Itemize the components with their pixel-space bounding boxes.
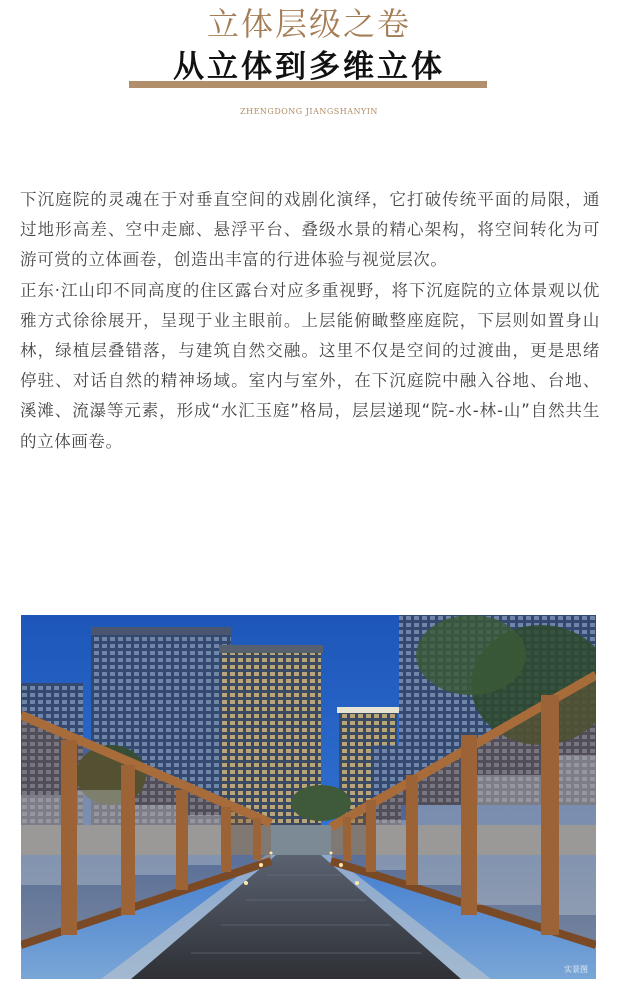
photo-caption: 实景图 — [564, 965, 588, 974]
pinyin-caption: ZHENGDONG JIANGSHANYIN — [240, 107, 378, 116]
section-subtitle: 从立体到多维立体 — [173, 49, 445, 85]
courtyard-photo — [21, 615, 596, 979]
courtyard-illustration — [21, 615, 596, 979]
article-body — [20, 185, 600, 457]
section-title: 立体层级之卷 — [206, 5, 411, 43]
paragraph-2: 正东·江山印不同高度的住区露台对应多重视野，将下沉庭院的立体景观以优雅方式徐徐展开，呈现于业主眼前。上层能俯瞰整座庭院，下层则如置身山林，绿植层叠错落，与建筑自然交融。这里不仅是空间的过渡曲，更是思绪停驻、对话自然的精神场域。室内与室外，在下沉庭院中融入谷地、台地、溪滩、流瀑等元素，形成“水汇玉庭”格局，层层递现“院-水-林-山”自然共生的立体画卷。 — [20, 280, 600, 451]
paragraph-1: 下沉庭院的灵魂在于对垂直空间的戏剧化演绎，它打破传统平面的局限，通过地形高差、空中走廊、悬浮平台、叠级水景的精心架构，将空间转化为可游可赏的立体画卷，创造出丰富的行进体验与视觉层次。 — [20, 190, 600, 270]
